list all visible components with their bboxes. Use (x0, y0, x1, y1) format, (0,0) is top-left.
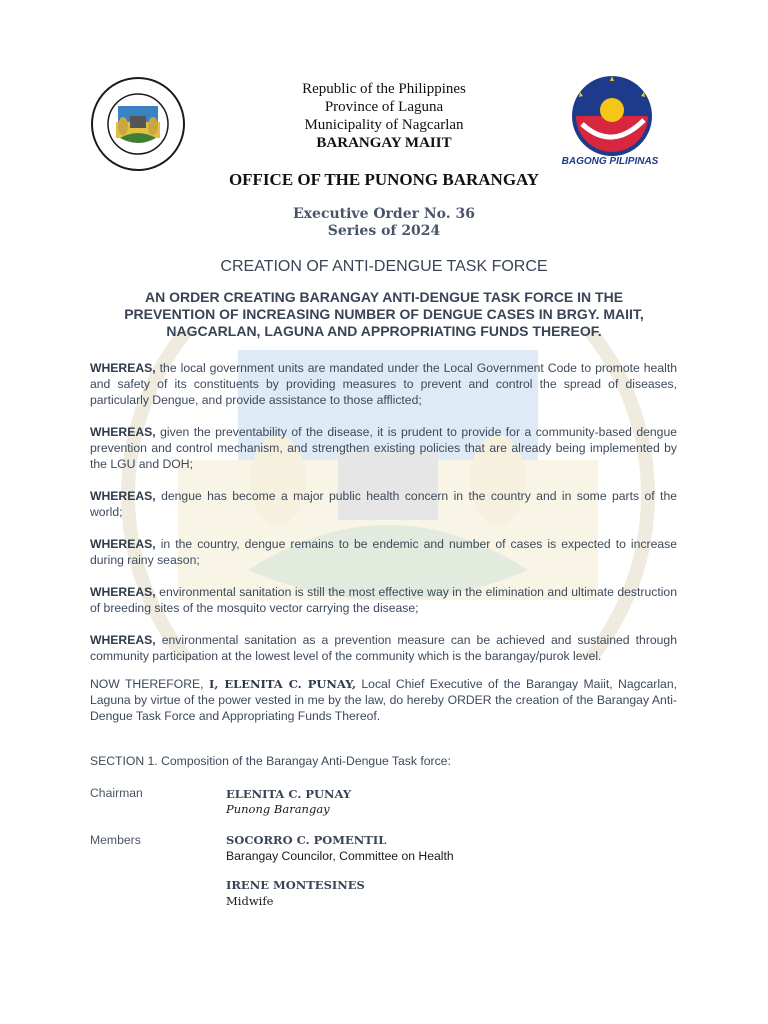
whereas-clause (90, 536, 677, 568)
whereas-lead: WHEREAS, (90, 633, 156, 647)
whereas-lead: WHEREAS, (90, 361, 156, 375)
now-therefore-clause (90, 676, 677, 724)
order-title (104, 289, 664, 340)
executive-order-series: Series of 2024 (327, 223, 441, 239)
order-title-line: AN ORDER CREATING BARANGAY ANTI-DENGUE TASK FORCE IN THE (144, 289, 624, 305)
whereas-lead: WHEREAS, (90, 425, 156, 439)
order-title-line: NAGCARLAN, LAGUNA AND APPROPRIATING FUNDS THEREOF. (166, 323, 602, 339)
members-label: Members (90, 833, 141, 847)
header-province: Province of Laguna (324, 99, 444, 115)
whereas-text: environmental sanitation as a prevention measure can be achieved and sustained through community participation at the lowest level of the community which is the barangay/purok level. (90, 633, 677, 663)
member-name: IRENE MONTESINES (226, 878, 365, 892)
whereas-text: in the country, dengue remains to be endemic and number of cases is expected to increase during rainy season; (90, 537, 677, 567)
whereas-clause (90, 424, 677, 472)
bagong-pilipinas-label: BAGONG PILIPINAS (561, 156, 659, 167)
office-title: OFFICE OF THE PUNONG BARANGAY (228, 170, 540, 189)
whereas-text: environmental sanitation is still the most effective way in the elimination and ultimate destruction of breeding sites of the mosquito vector carrying the disease; (90, 585, 677, 615)
section-1-heading: SECTION 1. Composition of the Barangay Anti-Dengue Task force: (90, 754, 451, 768)
whereas-text: dengue has become a major public health concern in the country and in some parts of the world; (90, 489, 677, 519)
whereas-lead: WHEREAS, (90, 489, 156, 503)
chairman-name: ELENITA C. PUNAY (226, 787, 352, 801)
whereas-clause (90, 584, 677, 616)
nagcarlan-seal-logo (90, 76, 186, 172)
creation-title: CREATION OF ANTI-DENGUE TASK FORCE (220, 258, 548, 275)
executive-order-heading (200, 206, 568, 240)
order-title-line: PREVENTION OF INCREASING NUMBER OF DENGUE CASES IN BRGY. MAIIT, (124, 306, 644, 322)
now-therefore-lead: NOW THEREFORE, (90, 677, 209, 691)
whereas-clause (90, 360, 677, 408)
header-republic: Republic of the Philippines (302, 81, 466, 97)
header-barangay: BARANGAY MAIIT (316, 135, 452, 151)
whereas-text: the local government units are mandated under the Local Government Code to promote health and safety of its constituents by providing measures to prevent and control the spread of diseases, particularly Dengue, and provide assistance to those afflicted; (90, 361, 677, 407)
now-therefore-name: I, ELENITA C. PUNAY, (208, 677, 356, 691)
whereas-lead: WHEREAS, (90, 537, 156, 551)
whereas-lead: WHEREAS, (90, 585, 156, 599)
chairman-label: Chairman (90, 786, 143, 800)
chairman-title: Punong Barangay (226, 802, 330, 816)
member-name: SOCORRO C. POMENTIL (226, 833, 387, 847)
member-title: Midwife (226, 894, 274, 908)
member-title: Barangay Councilor, Committee on Health (226, 849, 454, 863)
letterhead (234, 80, 534, 152)
executive-order-number: Executive Order No. 36 (293, 206, 475, 222)
order-body (90, 360, 677, 740)
whereas-clause (90, 632, 677, 664)
header-municipality: Municipality of Nagcarlan (304, 117, 464, 133)
now-therefore-text: Local Chief Executive of the Barangay Maiit, Nagcarlan, Laguna by virtue of the power vested in me by the law, do hereby ORDER the creation of the Barangay Anti-Dengue Task Force and Appropriating Funds Thereof. (90, 677, 677, 723)
whereas-clause (90, 488, 677, 520)
whereas-text: given the preventability of the disease, it is prudent to provide for a community-based dengue prevention and control mechanism, and strengthen existing policies that are already being implemented by the LGU and DOH; (90, 425, 677, 471)
